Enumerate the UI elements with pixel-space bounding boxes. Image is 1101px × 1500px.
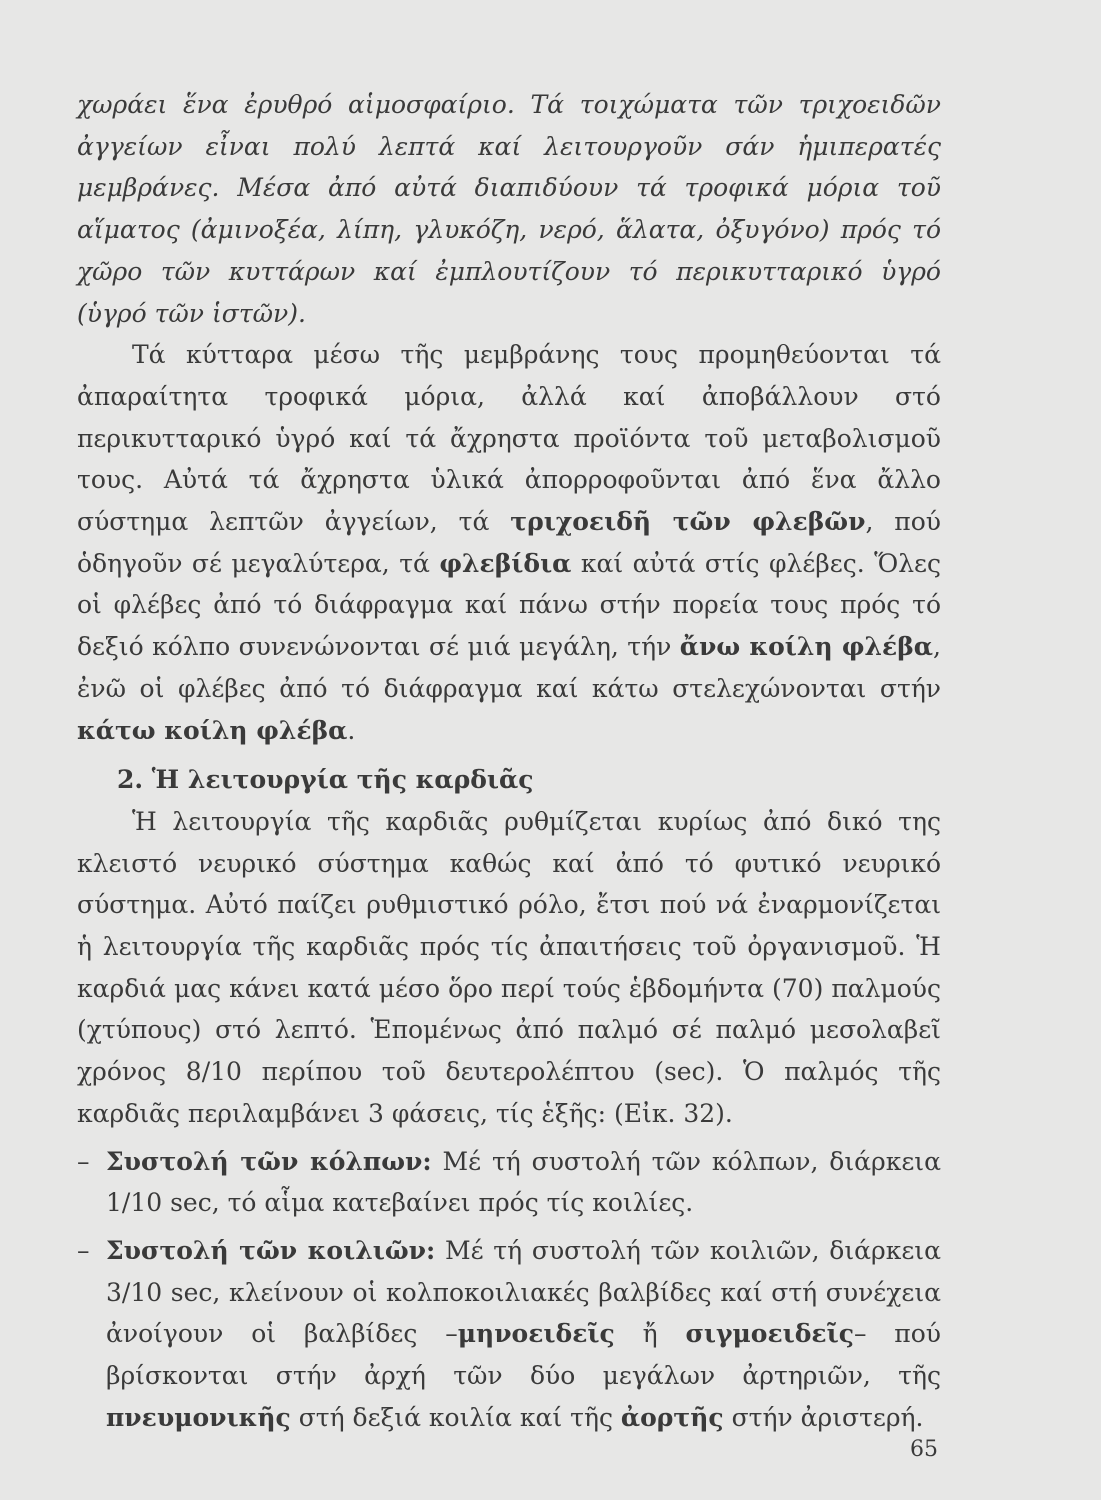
bullet-label: Συστολή τῶν κόλπων: xyxy=(106,1146,432,1176)
text-span: στήν ἀριστερή. xyxy=(723,1402,924,1432)
term-inferior-vena-cava: κάτω κοίλη φλέβα xyxy=(77,715,348,745)
term-pulmonary: πνευμονικῆς xyxy=(106,1402,291,1432)
text-span: Μέ τή συστολή τῶν κοιλιῶν, διάρκεια 3/10 sec, κλείνουν οἱ κολποκοιλιακές βαλβίδες καί στή συνέχεια ἀνοίγουν οἱ βαλβίδες – xyxy=(106,1235,941,1349)
text-span: – πού βρίσκονται στήν ἀρχή τῶν δύο μεγάλων ἀρτηριῶν, τῆς xyxy=(106,1319,941,1391)
paragraph-capillaries: χωράει ἕνα ἐρυθρό αἱμοσφαίριο. Τά τοιχώματα τῶν τριχοειδῶν ἀγγείων εἶναι πολύ λεπτά καί λειτουργοῦν σάν ἡμιπερατές μεμβράνες. Μέσα ἀπό αὐτά διαπιδύουν τά τροφικά μόρια τοῦ αἵματος (ἀμινοξέα, λίπη, γλυκόζη, νερό, ἅλατα, ὀξυγόνο) πρός τό χῶρο τῶν κυττάρων καί ἐμπλουτίζουν τό περικυτταρικό ὑγρό (ὑγρό τῶν ἱστῶν). xyxy=(77,90,941,328)
text-span: Τά κύτταρα μέσω τῆς μεμβράνης τους προμηθεύονται τά ἀπαραίτητα τροφικά μόρια, ἀλλά καί ἀποβάλλουν στό περικυτταρικό ὑγρό καί τά ἄχρηστα προϊόντα τοῦ μεταβολισμοῦ τους. Αὐτά τά ἄχρηστα ὑλικά ἀπορροφοῦνται ἀπό ἕνα ἄλλο σύστημα λεπτῶν ἀγγείων, τά xyxy=(77,340,941,537)
paragraph-veins xyxy=(77,334,941,751)
term-sigmoid: σιγμοειδεῖς xyxy=(685,1319,854,1349)
paragraph-heart-function: Ἡ λειτουργία τῆς καρδιᾶς ρυθμίζεται κυρίως ἀπό δικό της κλειστό νευρικό σύστημα καθώς καί ἀπό τό φυτικό νευρικό σύστημα. Αὐτό παίζει ρυθμιστικό ρόλο, ἔτσι πού νά ἐναρμονίζεται ἡ λειτουργία τῆς καρδιᾶς πρός τίς ἀπαιτήσεις τοῦ ὀργανισμοῦ. Ἡ καρδιά μας κάνει κατά μέσο ὅρο περί τούς ἑβδομήντα (70) παλμούς (χτύπους) στό λεπτό. Ἑπομένως ἀπό παλμό σέ παλμό μεσολαβεῖ χρόνος 8/10 περίπου τοῦ δευτερολέπτου (sec). Ὁ παλμός τῆς καρδιᾶς περιλαμβάνει 3 φάσεις, τίς ἑξῆς: (Εἰκ. 32). xyxy=(77,806,941,1128)
bullet-text: Μέ τή συστολή τῶν κόλπων, διάρκεια 1/10 sec, τό αἷμα κατεβαίνει πρός τίς κοιλίες. xyxy=(106,1146,941,1218)
text-span: , ἐνῶ οἱ φλέβες ἀπό τό διάφραγμα καί κάτω στελεχώνονται στήν xyxy=(77,632,941,703)
text-span: ἤ xyxy=(614,1319,686,1349)
bullet-ventricular-systole xyxy=(77,1230,941,1439)
bullet-label: Συστολή τῶν κοιλιῶν: xyxy=(106,1235,436,1265)
term-superior-vena-cava: ἄνω κοίλη φλέβα xyxy=(679,632,934,662)
bullet-dash: – xyxy=(77,1146,90,1176)
bullet-atrial-systole xyxy=(77,1141,941,1224)
term-aorta: ἀορτῆς xyxy=(620,1402,724,1432)
bullet-dash: – xyxy=(77,1235,90,1265)
page-number: 65 xyxy=(910,1437,938,1462)
term-capillary-veins: τριχοειδῆ τῶν φλεβῶν xyxy=(510,507,866,537)
text-span: . xyxy=(347,715,356,745)
section-heading: 2. Ἡ λειτουργία τῆς καρδιᾶς xyxy=(117,765,534,795)
term-venules: φλεβίδια xyxy=(439,548,572,578)
term-semilunar: μηνοειδεῖς xyxy=(457,1319,615,1349)
text-span: στή δεξιά κοιλία καί τῆς xyxy=(290,1402,621,1432)
text-span: , πού ὁδηγοῦν σέ μεγαλύτερα, τά xyxy=(77,507,941,578)
text-span: καί αὐτά στίς φλέβες. Ὅλες οἱ φλέβες ἀπό τό διάφραγμα καί πάνω στήν πορεία τους πρός τό δεξιό κόλπο συνενώνονται σέ μιά μεγάλη, τήν xyxy=(77,548,941,662)
